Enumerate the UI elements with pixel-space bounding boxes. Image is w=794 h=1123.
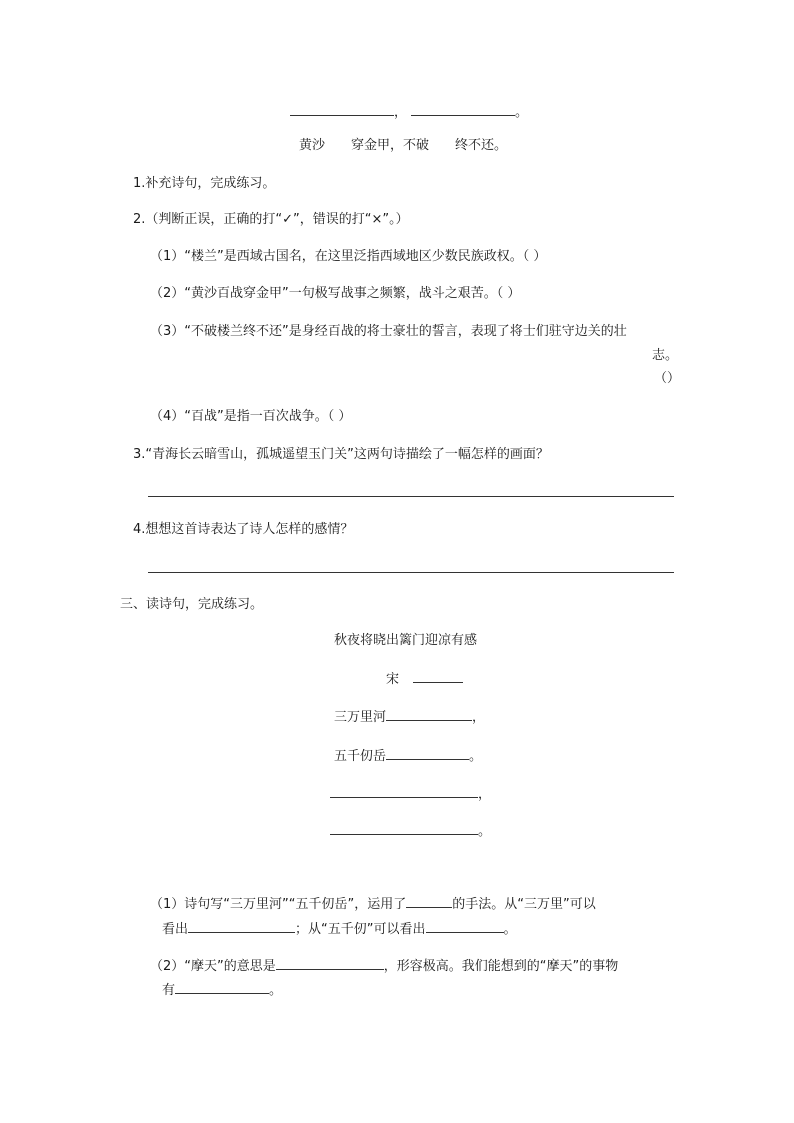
blank-line[interactable]: [411, 101, 515, 116]
poem-title: 秋夜将晓出篱门迎凉有感: [334, 633, 478, 648]
text: 。: [503, 922, 517, 937]
question-3: 3.“青海长云暗雪山，孤城遥望玉门关”这两句诗描绘了一幅怎样的画面？: [133, 447, 549, 462]
period: 。: [478, 824, 492, 839]
answer-line[interactable]: [148, 572, 674, 573]
blank-line[interactable]: [175, 979, 269, 994]
s3-q2-line2: [162, 979, 282, 1000]
q2-item-4: （4）“百战”是指一百次战争。（ ）: [150, 409, 352, 424]
poem-line-3: [330, 783, 491, 804]
author-blank[interactable]: [413, 668, 463, 683]
poem-text: 五千仞岳: [334, 749, 387, 764]
question-2: 2.（判断正误，正确的打“✓”，错误的打“×”。）: [133, 212, 409, 227]
text: ；从“五千仞”可以看出: [295, 922, 426, 937]
answer-paren[interactable]: （）: [654, 371, 681, 386]
text: 的手法。从“三万里”可以: [452, 897, 596, 912]
blank-line[interactable]: [426, 918, 504, 933]
q2-item-2: （2）“黄沙百战穿金甲”一句极写战事之频繁，战斗之艰苦。（ ）: [150, 286, 521, 301]
text: ，形容极高。我们能想到的“摩天”的事物: [383, 959, 619, 974]
poem-author-line: [386, 668, 463, 689]
blank-line[interactable]: [386, 745, 469, 760]
top-poem-blanks: [290, 101, 528, 122]
q2-item-3: （3）“不破楼兰终不还”是身经百战的将士豪壮的誓言，表现了将士们驻守边关的壮: [150, 324, 627, 339]
text: 。: [269, 983, 283, 998]
text: （1）诗句写“三万里河”“五千仞岳”，运用了: [150, 897, 407, 912]
blank-line[interactable]: [290, 101, 394, 116]
blank-line[interactable]: [276, 955, 384, 970]
poem-line-4: [330, 820, 491, 841]
text: （2）“摩天”的意思是: [150, 959, 276, 974]
q2-item-3-wrap: 志。: [652, 348, 679, 363]
s3-q1-line1: [150, 893, 596, 914]
poem-fragment: 黄沙: [299, 138, 326, 153]
period: 。: [515, 105, 529, 120]
blank-line[interactable]: [330, 820, 478, 835]
top-poem-line: [299, 137, 507, 155]
poem-line-2: [334, 745, 482, 766]
s3-q2-line1: [150, 955, 618, 976]
poem-fragment: 终不还。: [455, 138, 508, 153]
dynasty: 宋: [386, 672, 400, 687]
question-4: 4.想想这首诗表达了诗人怎样的感情？: [133, 522, 354, 537]
blank-line[interactable]: [188, 918, 295, 933]
section-3-heading: 三、读诗句，完成练习。: [120, 597, 264, 612]
blank-line[interactable]: [386, 706, 472, 721]
blank-line[interactable]: [406, 893, 452, 908]
poem-fragment: 穿金甲，不破: [351, 138, 430, 153]
poem-text: 三万里河: [334, 710, 387, 725]
comma: ，: [394, 105, 408, 120]
period: 。: [469, 749, 483, 764]
blank-line[interactable]: [330, 783, 478, 798]
answer-line[interactable]: [148, 496, 674, 497]
poem-line-1: [334, 706, 485, 727]
comma: ，: [472, 710, 486, 725]
s3-q1-line2: [162, 918, 517, 939]
text: 有: [162, 983, 176, 998]
text: 看出: [162, 922, 189, 937]
question-1: 1.补充诗句，完成练习。: [133, 176, 276, 191]
comma: ，: [478, 787, 492, 802]
q2-item-1: （1）“楼兰”是西域古国名，在这里泛指西域地区少数民族政权。（ ）: [150, 249, 547, 264]
